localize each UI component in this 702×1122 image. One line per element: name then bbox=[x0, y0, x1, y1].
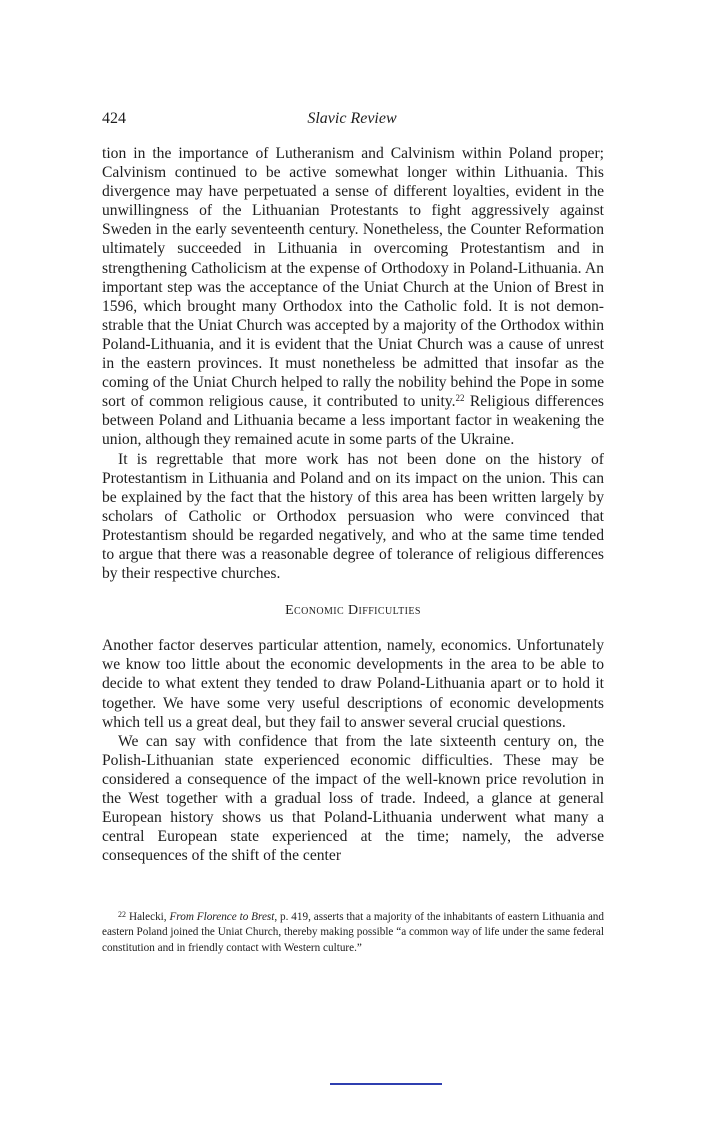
paragraph-1 bbox=[102, 144, 604, 450]
footnote-author: Halecki, bbox=[129, 911, 170, 923]
footnote-work-title: From Florence to Brest bbox=[169, 911, 275, 923]
bottom-rule bbox=[330, 1083, 442, 1085]
footnote-marker: 22 bbox=[118, 910, 126, 919]
paragraph-4: We can say with confidence that from the late sixteenth century on, the Polish-Lithuanian state experienced economic difficulties. These may be considered a consequence of the impact of the well-known price revolution in the West together with a gradual loss of trade. Indeed, a glance at general European history shows us that Poland-Lithuania underwent what many a central European state experienced at the time; namely, the adverse consequences of the shift of the center bbox=[102, 732, 604, 865]
footnote-22 bbox=[102, 910, 604, 956]
footnote-text: , p. 419, asserts that a majority of the inhabitants of eastern Lithuania and eastern Poland joined the Uniat Church, thereby making possible “a common way of life under the same federal constitution and in friendly contact with Western culture.” bbox=[102, 911, 604, 954]
running-header bbox=[102, 110, 602, 132]
paragraph-1-tail: Religious differences between Poland and Lithuania became a less important factor in weakening the union, although they remained acute in some parts of the Ukraine. bbox=[102, 393, 604, 449]
paragraph-3: Another factor deserves particular attention, namely, economics. Unfortunately we know too little about the economic developments in the area to be able to decide to what extent they tended to draw Poland-Lithuania apart or to hold it together. We have some very useful descriptions of economic developments which tell us a great deal, but they fail to answer several crucial questions. bbox=[102, 637, 604, 731]
section-heading: Economic Difficulties bbox=[285, 603, 421, 619]
paragraph-2: It is regrettable that more work has not been done on the history of Protestantism in Lithuania and Poland and on its impact on the union. This can be explained by the fact that the history of this area has been written largely by scholars of Catholic or Orthodox persuasion who were convinced that Protestantism should be regarded negatively, and who at the same time tended to argue that there was a reasonable degree of tolerance of religious differences by their respective churches. bbox=[102, 450, 604, 583]
journal-title: Slavic Review bbox=[307, 110, 397, 127]
paragraph-1-text: tion in the importance of Lutheranism and Calvinism within Poland proper; Calvinism continued to be active somewhat longer within Lithuania. This divergence may have perpetuated a sense of different loyalties, evident in the unwillingness of the Lithuanian Protestants to fight aggressively against Sweden in the early seventeenth century. Nonetheless, the Counter Reformation ultimately succeeded in Lithuania in overcoming Protestantism and in strengthening Catholicism at the expense of Orthodoxy in Poland-Lithuania. An important step was the acceptance of the Uniat Church at the Union of Brest in 1596, which brought many Orthodox into the Catholic fold. It is not demonstrable that the Uniat Church was accepted by a majority of the Orthodox within Poland-Lithuania, and it is evident that the Uniat Church was a cause of unrest in the eastern provinces. It must nonetheless be admitted that insofar as the coming of the Uniat Church helped to rally the nobility behind the Pope in some sort of common religious cause, it contributed to unity. bbox=[102, 145, 604, 411]
footnote-reference-22: 22 bbox=[455, 393, 465, 404]
footnotes bbox=[102, 910, 604, 956]
main-text bbox=[102, 144, 604, 865]
page-number: 424 bbox=[102, 110, 126, 127]
